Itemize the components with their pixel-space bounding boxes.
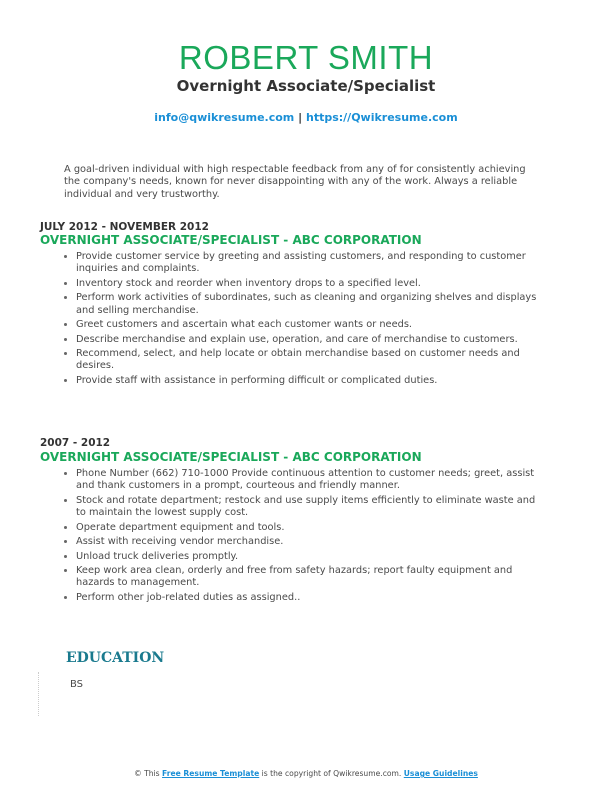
job-2-duty: • Stock and rotate department; restock and use supply items efficiently to eliminate waste and to maintain the lowest supply cost. (76, 495, 546, 520)
job-1-dates: JULY 2012 - NOVEMBER 2012 (40, 221, 209, 233)
footer (0, 769, 612, 779)
contact-line (0, 111, 612, 125)
footer-middle: is the copyright of Qwikresume.com. (261, 769, 402, 778)
job-1-duty: • Greet customers and ascertain what each customer wants or needs. (76, 319, 546, 331)
job-1-title: OVERNIGHT ASSOCIATE/SPECIALIST - ABC CORPORATION (40, 233, 422, 247)
job-2-duty: • Perform other job-related duties as assigned.. (76, 592, 546, 604)
education-divider (38, 672, 39, 716)
job-2-duty: • Assist with receiving vendor merchandise. (76, 536, 546, 548)
usage-guidelines-link[interactable]: Usage Guidelines (403, 769, 478, 778)
website-link[interactable]: https://Qwikresume.com (305, 111, 458, 124)
job-1-duty: • Perform work activities of subordinates, such as cleaning and organizing shelves and displays and selling merchandise. (76, 292, 546, 317)
summary-paragraph: A goal-driven individual with high respectable feedback from any of for consistently achieving the company's needs, known for never disappointing with any of the work. Always a reliable individual and very trustworthy. (64, 164, 526, 200)
job-2-duty: • Operate department equipment and tools. (76, 522, 546, 534)
job-1-duty: • Recommend, select, and help locate or obtain merchandise based on customer needs and desires. (76, 348, 546, 373)
job-1-duty: • Provide customer service by greeting and assisting customers, and responding to customer inquiries and complaints. (76, 251, 546, 276)
job-2-duties (58, 468, 546, 606)
job-1-duty: • Inventory stock and reorder when inventory drops to a specified level. (76, 278, 546, 290)
footer-prefix: © This (134, 769, 160, 778)
job-1-duties (58, 251, 546, 389)
job-1-duty: • Describe merchandise and explain use, operation, and care of merchandise to customers. (76, 334, 546, 346)
job-2-duty: • Keep work area clean, orderly and free from safety hazards; report faulty equipment and hazards to management. (76, 565, 546, 590)
education-heading: EDUCATION (66, 650, 165, 666)
free-resume-template-link[interactable]: Free Resume Template (162, 769, 260, 778)
job-2-title: OVERNIGHT ASSOCIATE/SPECIALIST - ABC CORPORATION (40, 450, 422, 464)
candidate-role: Overnight Associate/Specialist (176, 77, 436, 95)
job-2-dates: 2007 - 2012 (40, 437, 111, 449)
job-2-duty: • Unload truck deliveries promptly. (76, 551, 546, 563)
job-1-duty: • Provide staff with assistance in performing difficult or complicated duties. (76, 375, 546, 387)
education-degree: BS (70, 679, 84, 690)
candidate-name: ROBERT SMITH (178, 39, 434, 76)
email-link[interactable]: info@qwikresume.com (154, 111, 295, 124)
contact-separator: | (298, 111, 303, 124)
job-2-duty: • Phone Number (662) 710-1000 Provide continuous attention to customer needs; greet, assist and thank customers in a prompt, courteous and friendly manner. (76, 468, 546, 493)
